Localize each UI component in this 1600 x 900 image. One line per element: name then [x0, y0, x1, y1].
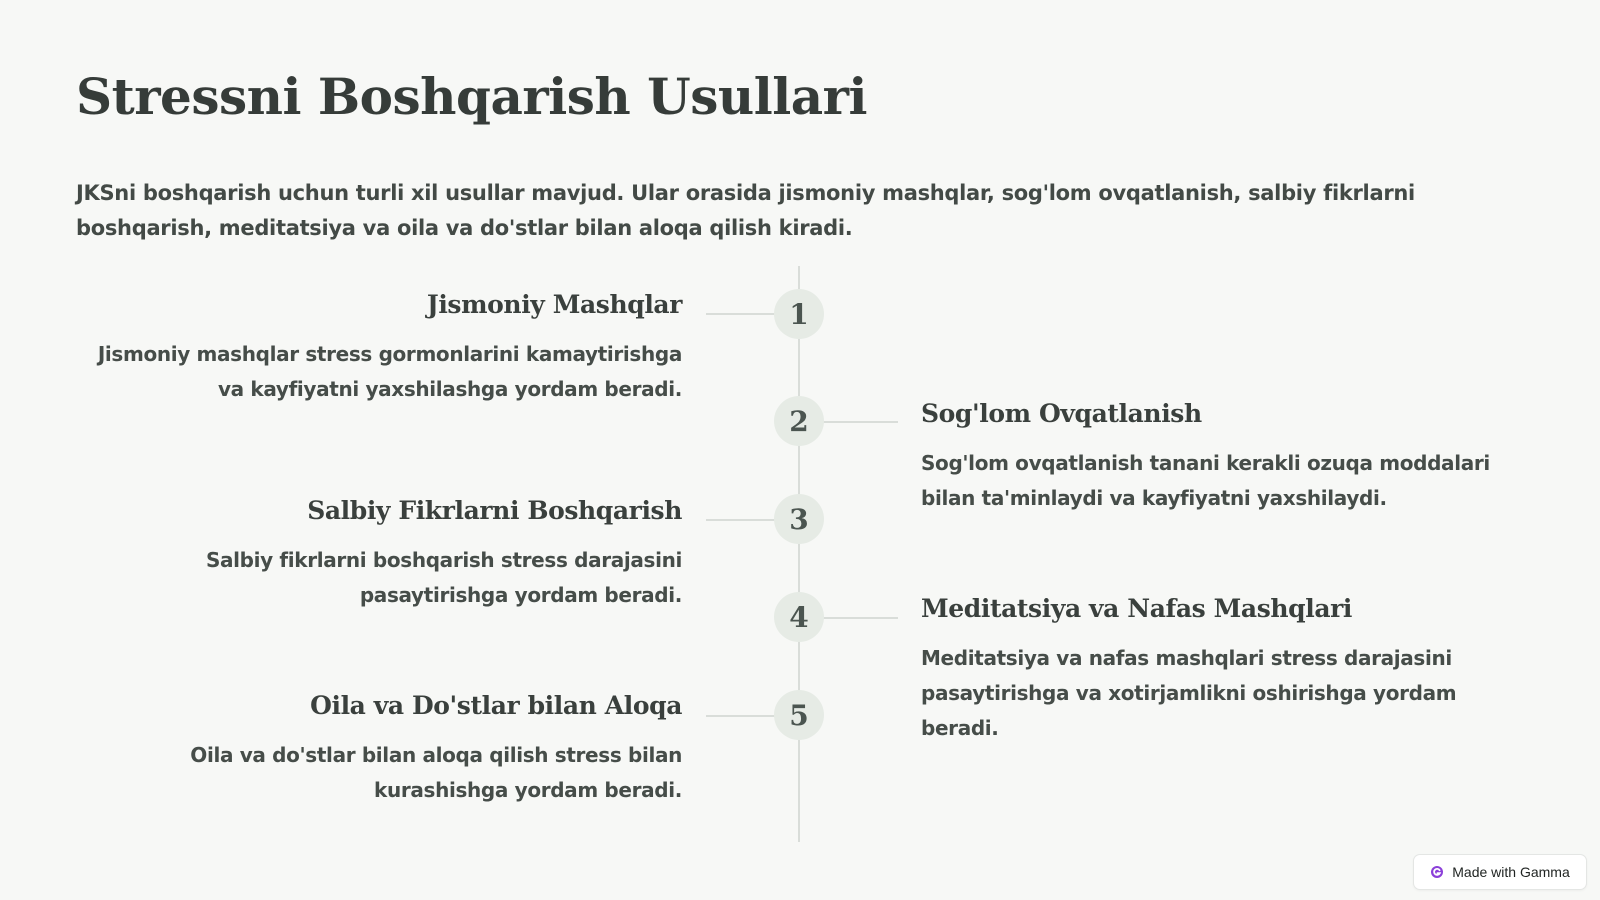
timeline-item-3 — [72, 493, 682, 613]
page-title: Stressni Boshqarish Usullari — [76, 67, 867, 126]
timeline-item-description: Salbiy fikrlarni boshqarish stress darajasini pasaytirishga yordam beradi. — [205, 548, 682, 607]
timeline-item-description: Oila va do'stlar bilan aloqa qilish stress bilan kurashishga yordam beradi. — [190, 743, 682, 802]
timeline-node-2: 2 — [774, 396, 824, 446]
gamma-logo-icon — [1430, 865, 1444, 879]
timeline-connector-1 — [706, 313, 778, 315]
timeline-item-4 — [921, 591, 1511, 746]
timeline-node-4: 4 — [774, 592, 824, 642]
timeline-connector-2 — [822, 421, 898, 423]
timeline-spine — [798, 266, 800, 842]
made-with-gamma-label: Made with Gamma — [1452, 864, 1570, 880]
timeline-item-title: Oila va Do'stlar bilan Aloqa — [310, 691, 682, 720]
timeline-item-2 — [921, 396, 1521, 516]
timeline-item-title: Jismoniy Mashqlar — [426, 290, 682, 319]
timeline-node-1: 1 — [774, 289, 824, 339]
timeline-item-title: Salbiy Fikrlarni Boshqarish — [307, 496, 682, 525]
timeline-item-description: Meditatsiya va nafas mashqlari stress darajasini pasaytirishga va xotirjamlikni oshirishga yordam beradi. — [921, 646, 1457, 740]
intro-paragraph: JKSni boshqarish uchun turli xil usullar mavjud. Ular orasida jismoniy mashqlar, sog'lom ovqatlanish, salbiy fikrlarni boshqarish, meditatsiya va oila va do'stlar bilan aloqa qilish kiradi. — [76, 181, 1415, 240]
timeline-connector-4 — [822, 617, 898, 619]
timeline-item-5 — [72, 688, 682, 808]
timeline-connector-3 — [706, 519, 778, 521]
timeline-item-description: Sog'lom ovqatlanish tanani kerakli ozuqa moddalari bilan ta'minlaydi va kayfiyatni yaxshilaydi. — [921, 451, 1490, 510]
timeline-item-title: Meditatsiya va Nafas Mashqlari — [921, 594, 1353, 623]
made-with-gamma-badge[interactable] — [1414, 855, 1586, 889]
timeline-connector-5 — [706, 715, 778, 717]
timeline-item-description: Jismoniy mashqlar stress gormonlarini kamaytirishga va kayfiyatni yaxshilashga yordam beradi. — [97, 342, 682, 401]
timeline-item-1 — [72, 287, 682, 407]
timeline-item-title: Sog'lom Ovqatlanish — [921, 399, 1202, 428]
timeline-node-3: 3 — [774, 494, 824, 544]
timeline-node-5: 5 — [774, 690, 824, 740]
